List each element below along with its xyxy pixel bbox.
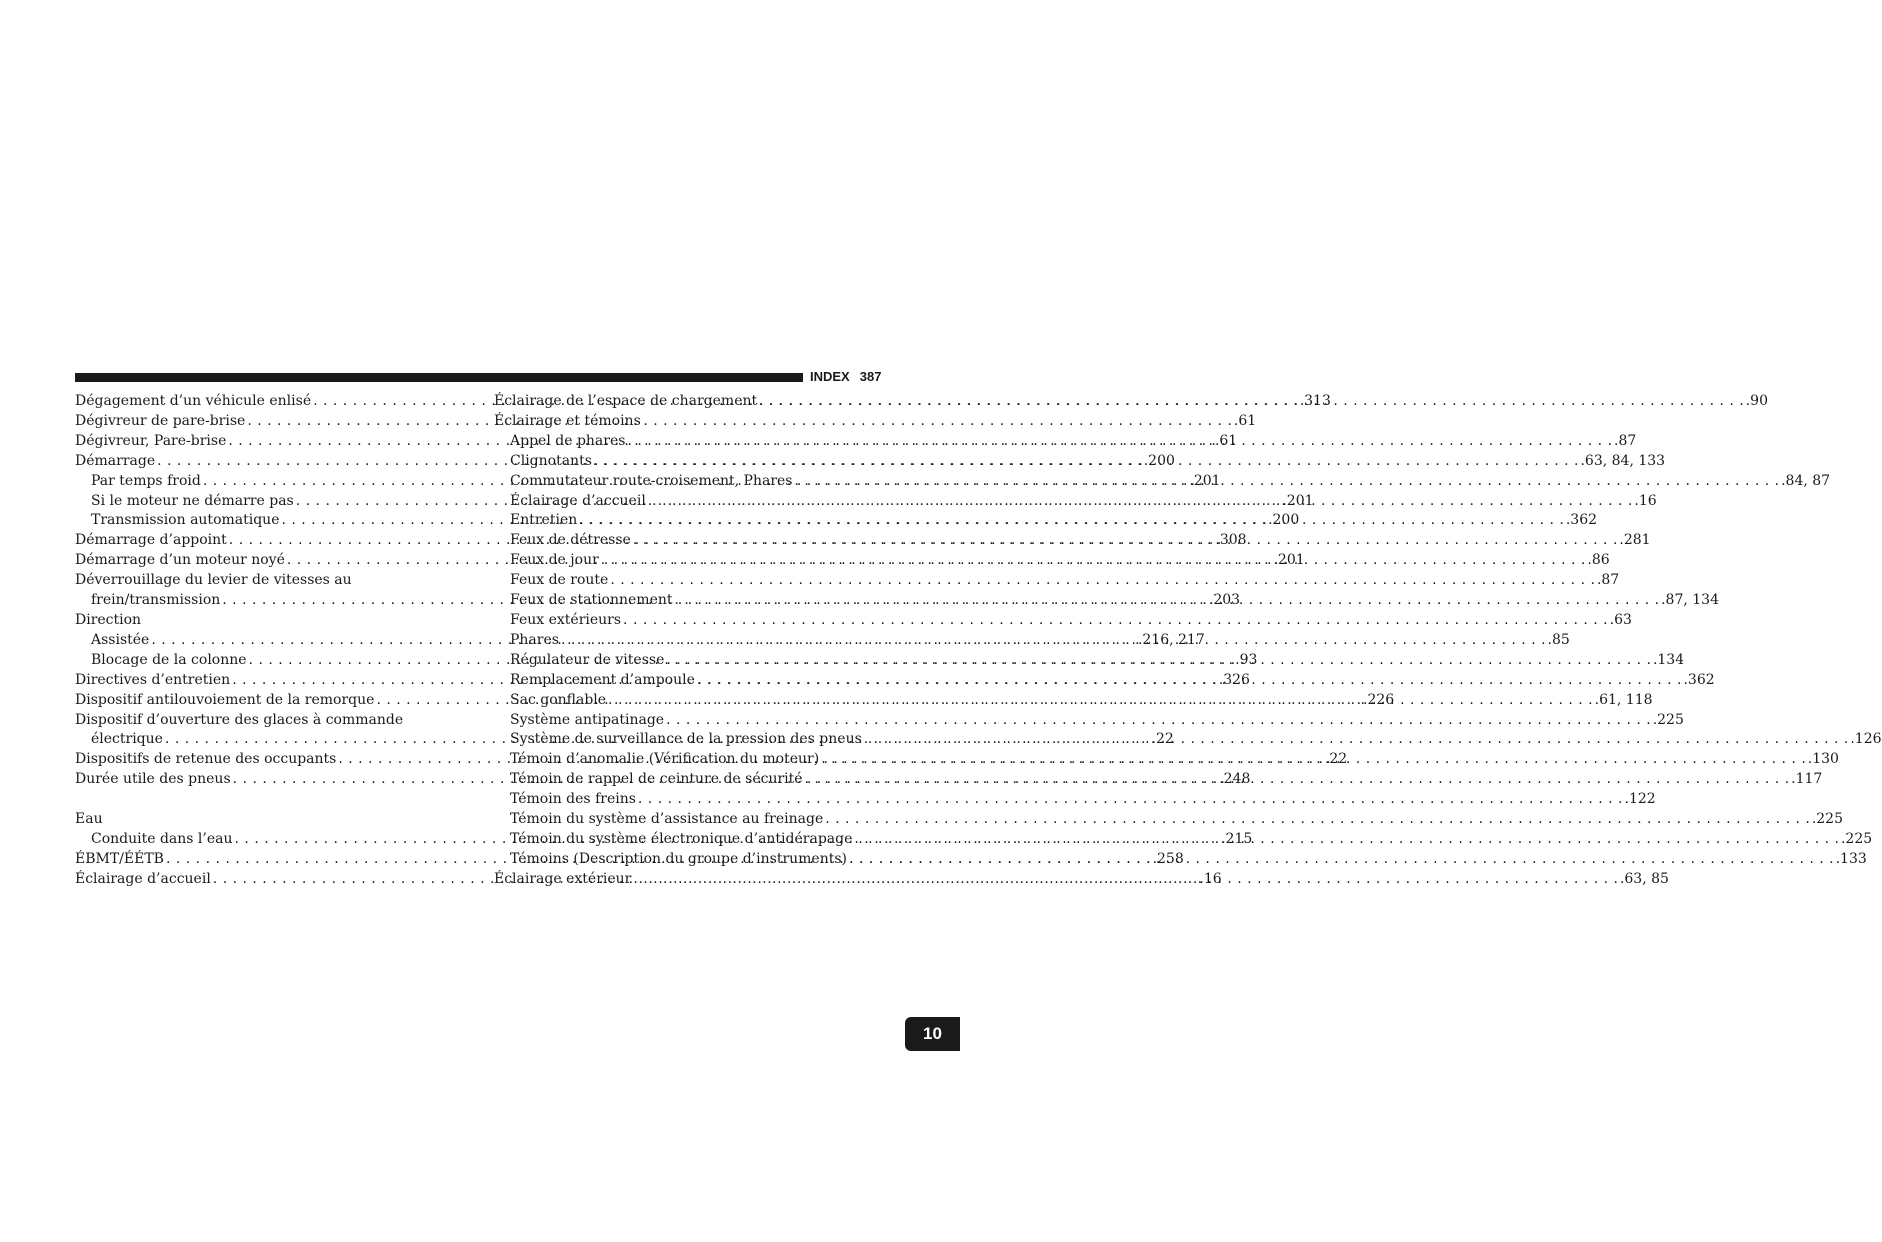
entry-label: Éclairage extérieur — [494, 870, 632, 887]
dot-leader — [636, 790, 1625, 810]
entry-page-ref: .87 — [1596, 572, 1620, 589]
dot-leader — [695, 671, 1684, 691]
entry-page-ref: .130 — [1807, 751, 1839, 768]
entry-label: Dégivreur, Pare-brise — [75, 432, 227, 449]
entry-label: Sac gonflable — [510, 691, 607, 708]
entry-page-ref: .61, 118 — [1594, 691, 1653, 708]
entry-page-ref: .133 — [1835, 850, 1867, 867]
entry-page-ref: .63, 84, 133 — [1580, 452, 1666, 469]
entry-page-ref: .216, 217 — [1137, 631, 1205, 648]
entry-label: Système antipatinage — [510, 711, 665, 728]
entry-page-ref: .61 — [1214, 432, 1238, 449]
index-subentry — [494, 611, 1632, 631]
entry-label: Témoin d’anomalie (Vérification du moteur) — [510, 751, 820, 768]
entry-page-ref: .200 — [1268, 512, 1300, 529]
entry-label: Transmission automatique — [91, 512, 280, 529]
entry-label: Témoin des freins — [510, 791, 636, 808]
dot-leader — [862, 730, 1851, 750]
entry-label: Si le moteur ne démarre pas — [91, 492, 294, 509]
entry-page-ref: .225 — [1840, 830, 1873, 847]
entry-page-ref: .248 — [1219, 771, 1251, 788]
entry-label: Témoin de rappel de ceinture de sécurité — [510, 771, 803, 788]
entry-label: Par temps froid — [91, 472, 201, 489]
dot-leader — [793, 472, 1782, 492]
entry-page-ref: .362 — [1683, 671, 1715, 688]
dot-leader — [664, 651, 1653, 671]
dot-leader — [559, 631, 1548, 651]
entry-label: Témoin du système électronique d’antidérapage — [510, 830, 853, 847]
entry-page-ref: .201 — [1273, 552, 1305, 569]
entry-page-ref: .117 — [1791, 771, 1823, 788]
dot-leader — [673, 591, 1662, 611]
index-subentry — [494, 711, 1684, 731]
entry-page-ref: .326 — [1218, 671, 1250, 688]
entry-label: Témoin du système d’assistance au freinage — [510, 811, 824, 828]
entry-label: Feux de jour — [510, 552, 599, 569]
dot-leader — [631, 870, 1620, 890]
entry-label: Durée utile des pneus — [75, 771, 231, 788]
entry-label: Clignotants — [510, 452, 592, 469]
dot-leader — [852, 830, 1841, 850]
entry-label: Éclairage d’accueil — [75, 870, 211, 887]
entry-page-ref: .84, 87 — [1781, 472, 1831, 489]
dot-leader — [606, 691, 1595, 711]
entry-page-ref: .16 — [1199, 870, 1222, 887]
entry-page-ref: .308 — [1215, 532, 1247, 549]
dot-leader — [631, 531, 1620, 551]
entry-label: Phares — [510, 631, 559, 648]
entry-label: frein/transmission — [91, 592, 221, 609]
entry-label: Dispositifs de retenue des occupants — [75, 751, 337, 768]
index-subentry — [494, 571, 1620, 591]
entry-label: Démarrage d’un moteur noyé — [75, 552, 285, 569]
header-rule — [75, 373, 803, 382]
entry-label: Dispositif antilouvoiement de la remorque — [75, 691, 375, 708]
page-number: 387 — [859, 369, 882, 384]
entry-label: Témoins (Description du groupe d’instruments) — [510, 850, 847, 867]
index-heading: Déverrouillage du levier de vitesses au — [75, 572, 352, 589]
entry-page-ref: .362 — [1565, 512, 1598, 529]
index-heading: Eau — [75, 811, 103, 828]
entry-page-ref: .22 — [1324, 751, 1348, 768]
entry-label: Éclairage de l’espace de chargement — [494, 393, 758, 409]
entry-label: ÉBMT/ÉÉTB — [75, 850, 164, 867]
entry-page-ref: .225 — [1811, 811, 1843, 828]
entry-page-ref: .203 — [1208, 592, 1241, 609]
entry-page-ref: .63, 85 — [1619, 870, 1669, 887]
entry-page-ref: .86 — [1587, 552, 1610, 569]
entry-label: Démarrage d’appoint — [75, 532, 227, 549]
entry-page-ref: .93 — [1235, 651, 1258, 668]
dot-leader — [621, 611, 1610, 631]
entry-label: Feux de route — [510, 572, 609, 589]
entry-label: électrique — [91, 731, 163, 748]
index-heading: Éclairage et témoins — [494, 412, 641, 429]
dot-leader — [577, 511, 1566, 531]
entry-label: Feux extérieurs — [510, 611, 622, 628]
dot-leader — [599, 551, 1588, 571]
dot-leader — [625, 432, 1614, 452]
entry-label: Démarrage — [75, 452, 156, 469]
entry-label: Feux de détresse — [510, 532, 631, 549]
entry-page-ref: .226 — [1363, 691, 1395, 708]
entry-page-ref: .313 — [1299, 393, 1331, 409]
entry-page-ref: .281 — [1619, 532, 1651, 549]
entry-label: Dégivreur de pare-brise — [75, 412, 246, 429]
entry-page-ref: .16 — [1634, 492, 1657, 509]
dot-leader — [757, 392, 1746, 412]
dot-leader — [819, 750, 1808, 770]
entry-label: Régulateur de vitesse — [510, 651, 665, 668]
running-header — [810, 369, 890, 385]
index-subentry — [494, 790, 1656, 810]
dot-leader — [592, 452, 1581, 472]
entry-label: Remplacement d’ampoule — [510, 671, 695, 688]
entry-label: Conduite dans l’eau — [91, 830, 233, 847]
dot-leader — [823, 810, 1812, 830]
entry-page-ref: .201 — [1282, 492, 1314, 509]
entry-page-ref: .22 — [1151, 731, 1174, 748]
entry-page-ref: .134 — [1652, 651, 1685, 668]
entry-page-ref: .122 — [1624, 791, 1656, 808]
entry-label: Entretien — [510, 512, 578, 529]
entry-page-ref: .87 — [1614, 432, 1637, 449]
entry-page-ref: .201 — [1189, 472, 1221, 489]
entry-page-ref: .225 — [1652, 711, 1684, 728]
entry-label: Blocage de la colonne — [91, 651, 247, 668]
chapter-tab: 10 — [905, 1017, 960, 1051]
entry-spacer — [75, 790, 462, 810]
entry-label: Système de surveillance de la pression des pneus — [510, 731, 862, 748]
entry-label: Éclairage d’accueil — [510, 492, 646, 509]
entry-label: Feux de stationnement — [510, 592, 673, 609]
entry-label: Directives d’entretien — [75, 671, 231, 688]
section-title: INDEX — [810, 369, 850, 384]
entry-label: Appel de phares — [510, 432, 626, 449]
entry-page-ref: .258 — [1152, 850, 1184, 867]
entry-page-ref: .85 — [1547, 631, 1570, 648]
entry-page-ref: .63 — [1609, 611, 1632, 628]
index-subentry — [494, 810, 1843, 830]
dot-leader — [664, 711, 1653, 731]
dot-leader — [608, 571, 1597, 591]
entry-page-ref: .200 — [1143, 452, 1175, 469]
entry-page-ref: .126 — [1850, 731, 1882, 748]
dot-leader — [646, 492, 1635, 512]
entry-page-ref: .61 — [1233, 412, 1257, 429]
entry-page-ref: .215 — [1221, 830, 1253, 847]
entry-page-ref: .90 — [1745, 393, 1768, 409]
dot-leader — [803, 770, 1792, 790]
index-heading: Dispositif d’ouverture des glaces à commande — [75, 711, 404, 728]
entry-label: Dégagement d’un véhicule enlisé — [75, 393, 312, 409]
entry-label: Commutateur route-croisement, Phares — [510, 472, 793, 489]
index-heading: Direction — [75, 611, 142, 628]
dot-leader — [847, 850, 1836, 870]
entry-page-ref: .87, 134 — [1661, 592, 1719, 609]
entry-label: Assistée — [91, 631, 150, 648]
